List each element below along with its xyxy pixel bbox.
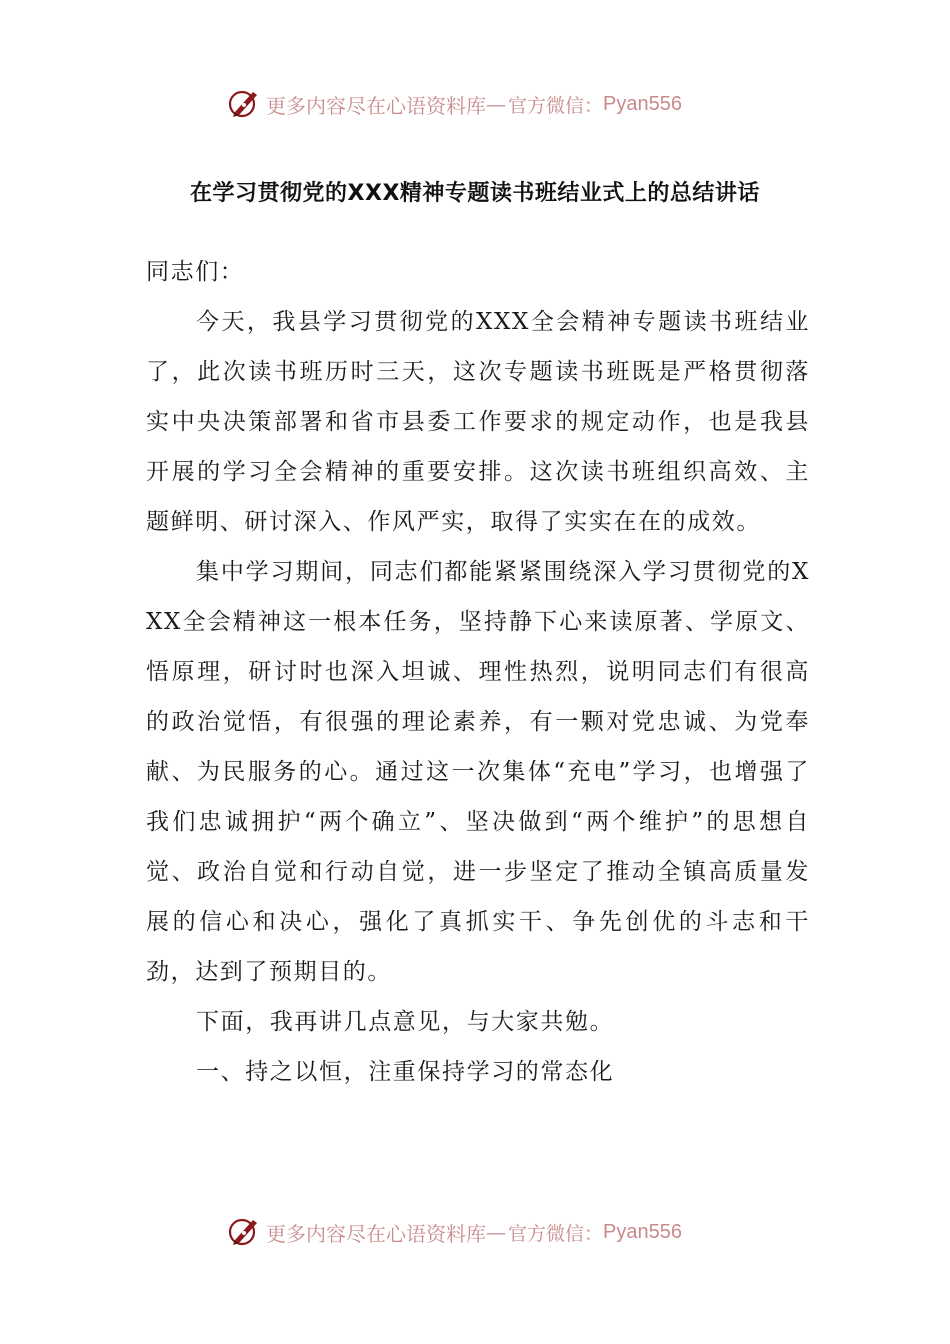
banner-wechat-label: 官方微信： [508,94,604,117]
banner-wechat-label: 官方微信： [508,1222,604,1245]
section-heading: 一、持之以恒，注重保持学习的常态化 [196,1059,615,1085]
paragraph: 集中学习期间，同志们都能紧紧围绕深入学习贯彻党的XXX全会精神这一根本任务，坚持静下心来读原著、学原文、悟原理，研讨时也深入坦诚、理性热烈，说明同志们有很高的政治觉悟，有很强的理论素养，有一颗对党忠诚、为党奉献、为民服务的心。通过这一次集体“充电”学习，也增强了我们忠诚拥护“两个确立”、坚决做到“两个维护”的思想自觉、政治自觉和行动自觉，进一步坚定了推动全镇高质量发展的信心和决心，强化了真抓实干、争先创优的斗志和干劲，达到了预期目的。 [146,559,810,985]
banner-wechat-id: Pyan556 [603,1220,682,1243]
header-banner [0,84,950,124]
salutation: 同志们： [146,259,245,285]
banner-dash: — [486,1220,506,1244]
footer-banner [0,1212,950,1252]
pen-logo-icon [226,1214,262,1250]
banner-wechat-id: Pyan556 [603,92,682,115]
document-body [146,247,810,1097]
banner-site-name: 更多内容尽在心语资料库 [266,1221,486,1246]
banner-dash: — [486,92,506,116]
paragraph: 今天，我县学习贯彻党的XXX全会精神专题读书班结业了，此次读书班历时三天，这次专题读书班既是严格贯彻落实中央决策部署和省市县委工作要求的规定动作，也是我县开展的学习全会精神的重要安排。这次读书班组织高效、主题鲜明、研讨深入、作风严实，取得了实实在在的成效。 [146,309,810,535]
document-title: 在学习贯彻党的XXX精神专题读书班结业式上的总结讲话 [190,181,760,206]
paragraph: 下面，我再讲几点意见，与大家共勉。 [196,1009,615,1035]
banner-site-name: 更多内容尽在心语资料库 [266,93,486,118]
pen-logo-icon [226,86,262,122]
